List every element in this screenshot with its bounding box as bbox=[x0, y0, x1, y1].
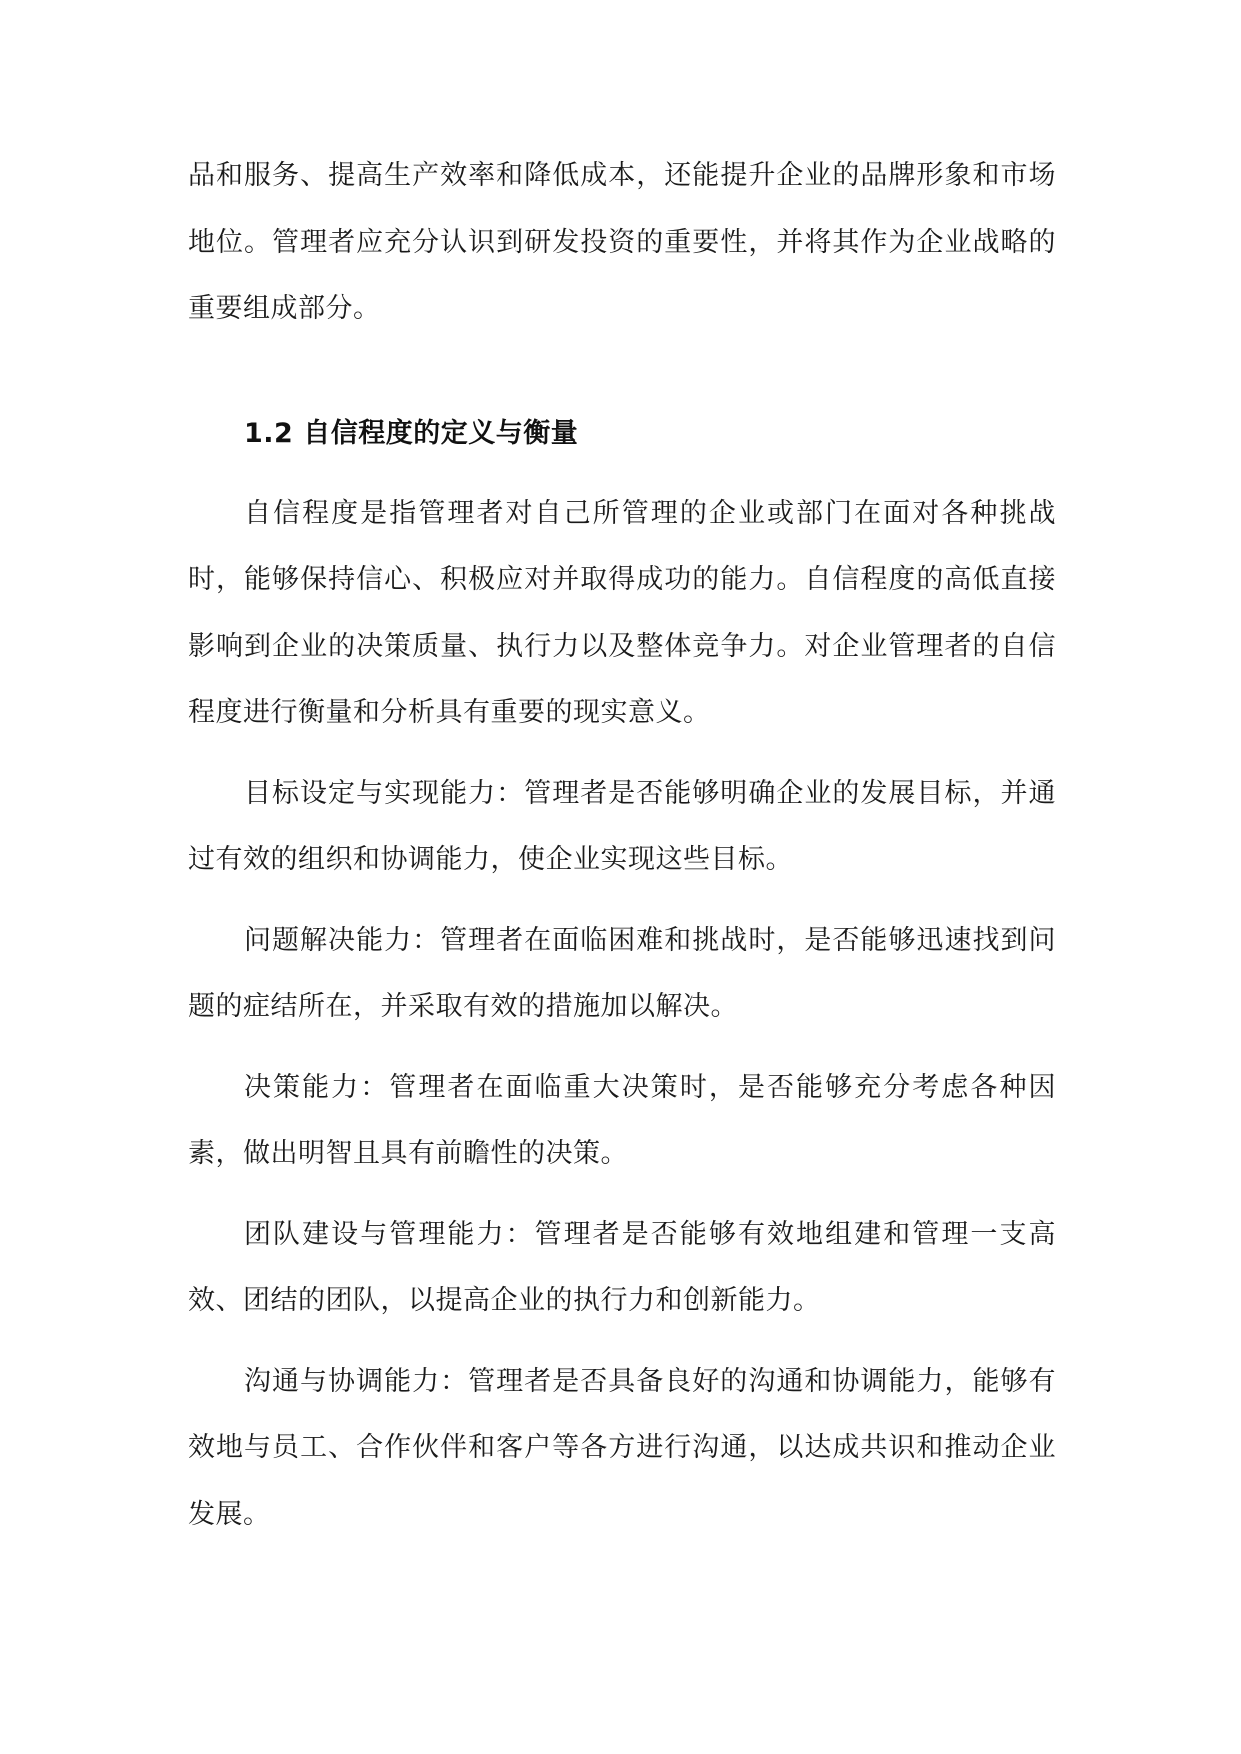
paragraph-problem-solving: 问题解决能力：管理者在面临困难和挑战时，是否能够迅速找到问题的症结所在，并采取有效的措施加以解决。 bbox=[188, 924, 1056, 1022]
paragraph-definition: 自信程度是指管理者对自己所管理的企业或部门在面对各种挑战时，能够保持信心、积极应对并取得成功的能力。自信程度的高低直接影响到企业的决策质量、执行力以及整体竞争力。对企业管理者的自信程度进行衡量和分析具有重要的现实意义。 bbox=[188, 497, 1056, 728]
paragraph-decision-making: 决策能力：管理者在面临重大决策时，是否能够充分考虑各种因素，做出明智且具有前瞻性的决策。 bbox=[188, 1071, 1056, 1169]
paragraph-team-building: 团队建设与管理能力：管理者是否能够有效地组建和管理一支高效、团结的团队，以提高企业的执行力和创新能力。 bbox=[188, 1218, 1056, 1316]
document-body bbox=[188, 143, 1056, 1548]
section-heading: 1.2 自信程度的定义与衡量 bbox=[244, 417, 579, 449]
paragraph-communication: 沟通与协调能力：管理者是否具备良好的沟通和协调能力，能够有效地与员工、合作伙伴和客户等各方进行沟通，以达成共识和推动企业发展。 bbox=[188, 1365, 1056, 1530]
paragraph-continuation: 品和服务、提高生产效率和降低成本，还能提升企业的品牌形象和市场地位。管理者应充分认识到研发投资的重要性，并将其作为企业战略的重要组成部分。 bbox=[188, 160, 1056, 324]
paragraph-goal-setting: 目标设定与实现能力：管理者是否能够明确企业的发展目标，并通过有效的组织和协调能力，使企业实现这些目标。 bbox=[188, 777, 1056, 875]
